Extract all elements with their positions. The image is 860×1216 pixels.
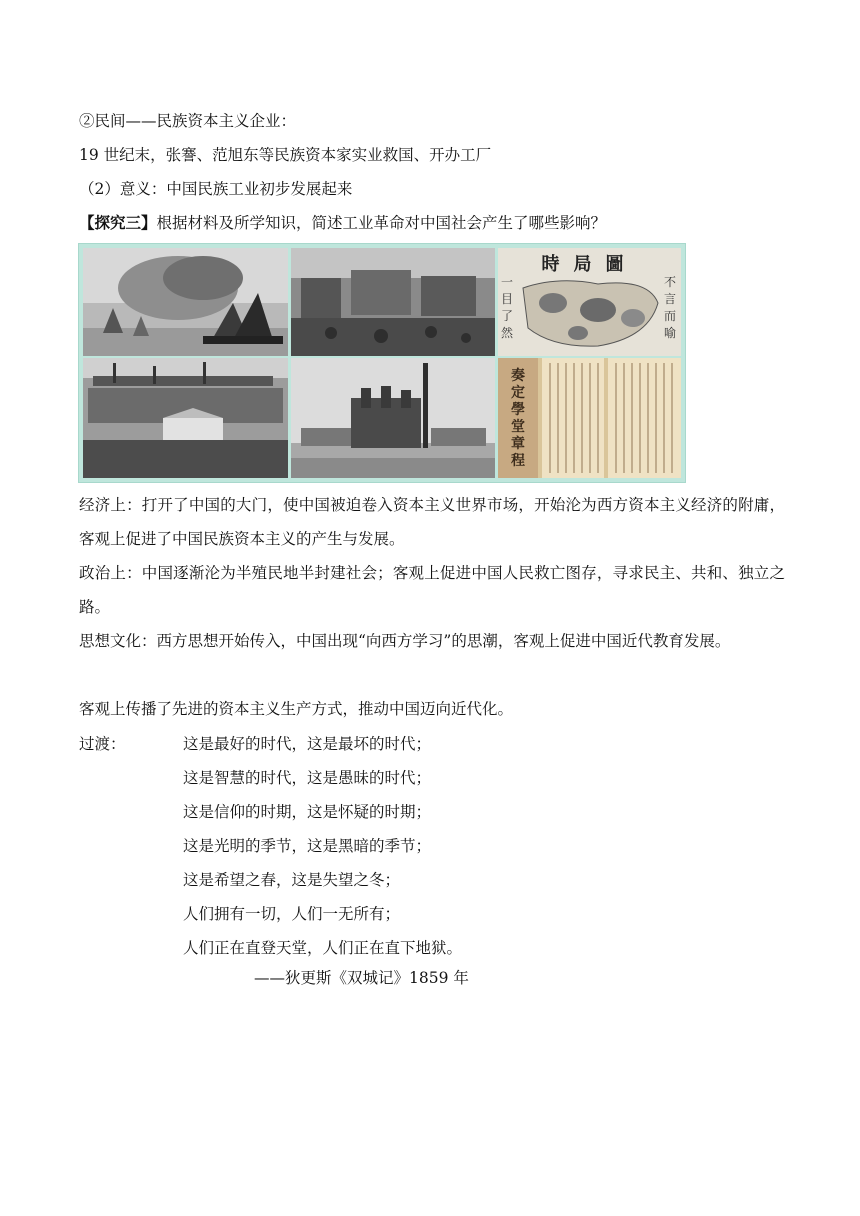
poem-line: 这是希望之春，这是失望之冬； bbox=[183, 871, 401, 889]
cartoon-side-left: 一目了然 bbox=[501, 275, 514, 340]
poem-line: 这是信仰的时期，这是怀疑的时期； bbox=[183, 803, 432, 821]
cartoon-title: 時局圖 bbox=[541, 254, 638, 275]
cartoon-map-drawing bbox=[498, 248, 681, 356]
inquiry-question bbox=[79, 212, 606, 234]
factory-aerial-photo bbox=[83, 358, 288, 478]
book-cover-title: 奏定學堂章程 bbox=[511, 368, 525, 469]
folk-enterprise-line: ②民间——民族资本主义企业： bbox=[79, 112, 297, 130]
poem-attribution: ——狄更斯《双城记》1859 年 bbox=[254, 969, 469, 987]
cartoon-side-right: 不言而喻 bbox=[664, 275, 677, 340]
poem-line: 这是智慧的时代，这是愚昧的时代； bbox=[183, 769, 432, 787]
inquiry-text: 根据材料及所学知识，简述工业革命对中国社会产生了哪些影响？ bbox=[156, 214, 607, 232]
current-situation-cartoon bbox=[498, 248, 681, 356]
poem-line: 人们拥有一切，人们一无所有； bbox=[183, 905, 401, 923]
economy-paragraph: 经济上：打开了中国的大门，使中国被迫卷入资本主义世界市场，开始沦为西方资本主义经济的附庸，客观上促进了中国民族资本主义的产生与发展。 bbox=[79, 496, 785, 548]
school-regulations-book bbox=[498, 358, 681, 478]
significance-line: （2）意义：中国民族工业初步发展起来 bbox=[79, 180, 353, 198]
poem-line: 这是最好的时代，这是最坏的时代； bbox=[183, 735, 432, 753]
historical-image-collage bbox=[78, 243, 686, 483]
transition-label: 过渡： bbox=[79, 735, 126, 753]
poem-line: 这是光明的季节，这是黑暗的季节； bbox=[183, 837, 432, 855]
ruins-battle-photo bbox=[291, 248, 495, 356]
culture-paragraph: 思想文化：西方思想开始传入，中国出现“向西方学习”的思潮，客观上促进中国近代教育发展。 bbox=[79, 632, 731, 650]
politics-paragraph: 政治上：中国逐渐沦为半殖民地半封建社会；客观上促进中国人民救亡图存，寻求民主、共和、独立之路。 bbox=[79, 564, 785, 616]
factory-chimney-photo bbox=[291, 358, 495, 478]
late-19th-century-line: 19 世纪末，张謇、范旭东等民族资本家实业救国、开办工厂 bbox=[79, 146, 492, 164]
naval-battle-photo bbox=[83, 248, 288, 356]
inquiry-tag: 【探究三】 bbox=[79, 213, 157, 232]
poem-line: 人们正在直登天堂，人们正在直下地狱。 bbox=[183, 939, 463, 957]
summary-paragraph: 客观上传播了先进的资本主义生产方式，推动中国迈向近代化。 bbox=[79, 700, 514, 718]
